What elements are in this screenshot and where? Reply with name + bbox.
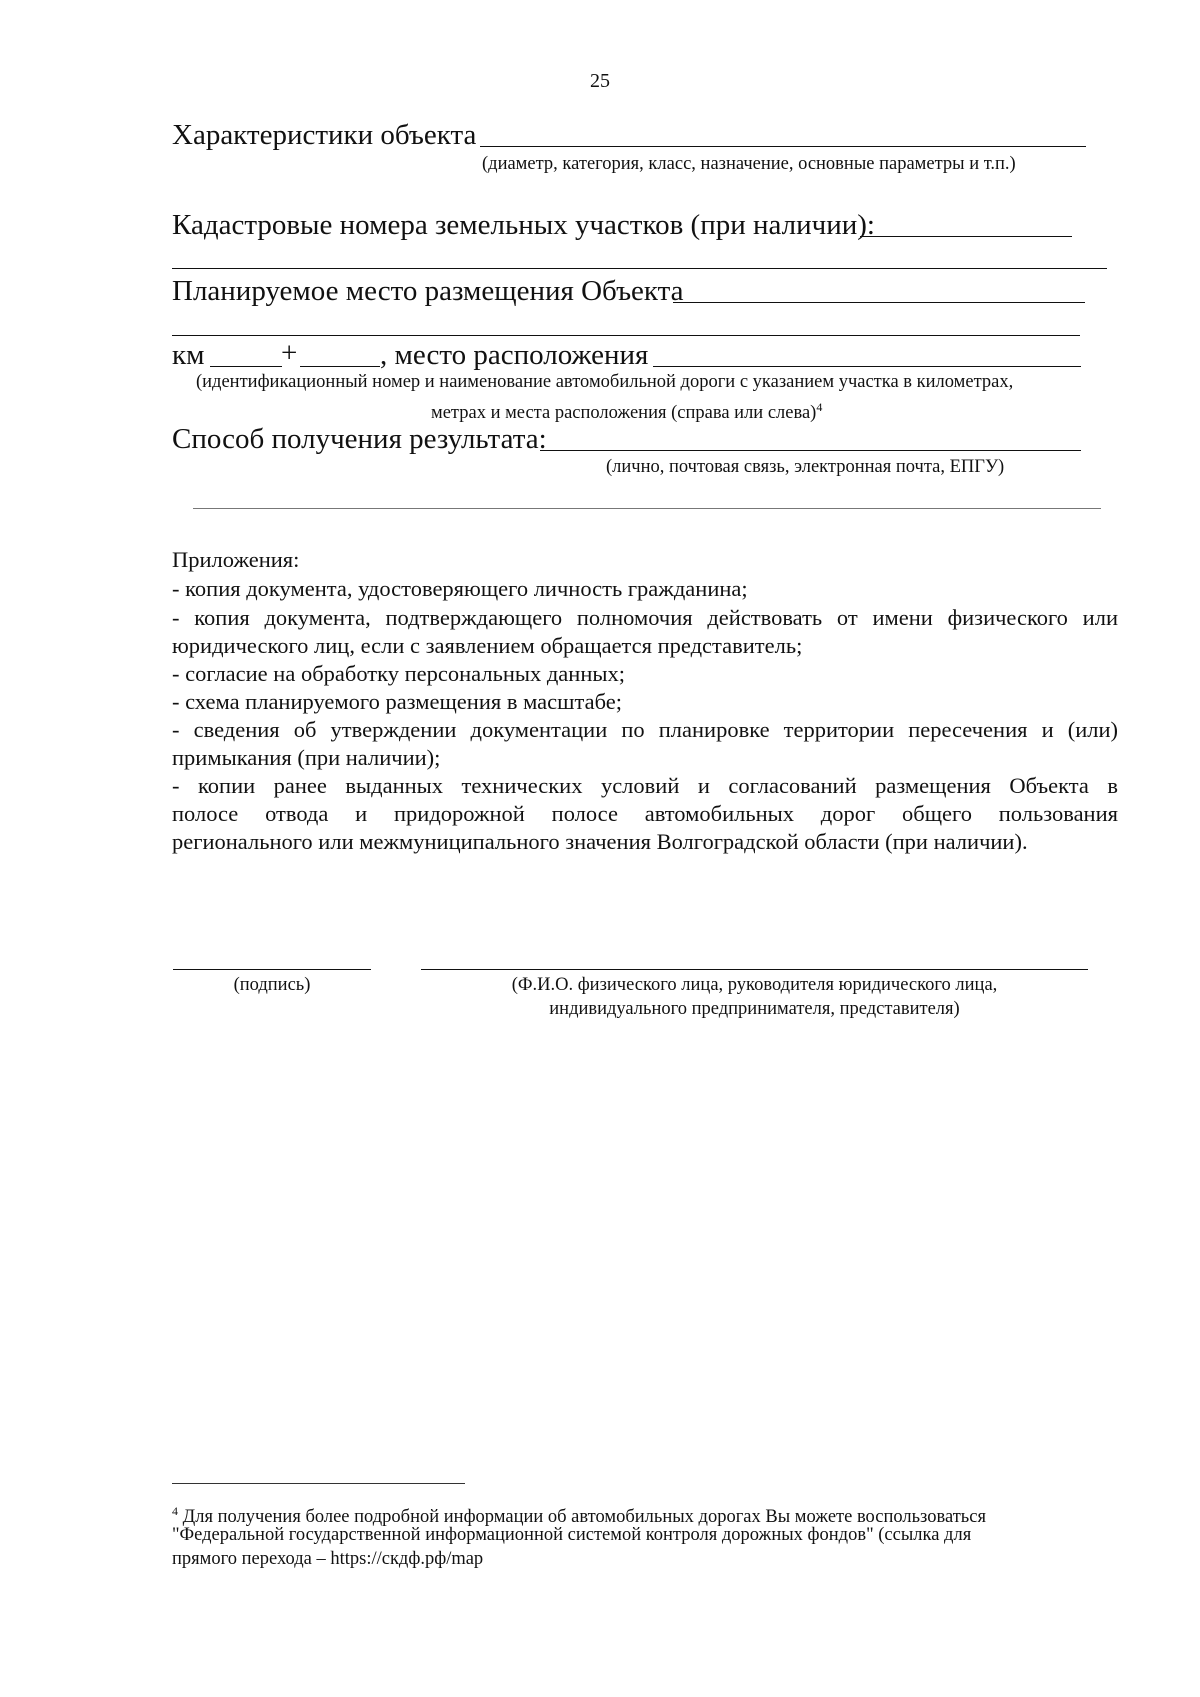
km-row-hint-line2-text: метрах и места расположения (справа или слева) xyxy=(431,403,817,424)
attachment-item: примыкания (при наличии); xyxy=(172,745,441,770)
attachment-item: - копия документа, удостоверяющего личность гражданина; xyxy=(172,576,748,601)
attachments-heading: Приложения: xyxy=(172,547,300,572)
meters-field[interactable] xyxy=(300,366,380,367)
cadastral-numbers-label: Кадастровые номера земельных участков (при наличии): xyxy=(172,209,875,241)
location-label: , место расположения xyxy=(380,339,649,371)
attachment-item: полосе отвода и придорожной полосе автомобильных дорог общего пользования xyxy=(172,801,1118,826)
km-field[interactable] xyxy=(210,366,282,367)
attachment-item: - сведения об утверждении документации по планировке территории пересечения и (или) xyxy=(172,717,1118,742)
name-hint-line1: (Ф.И.О. физического лица, руководителя юридического лица, xyxy=(511,975,998,995)
footnote-separator xyxy=(172,1483,465,1484)
separator-line xyxy=(193,508,1101,509)
result-method-field[interactable] xyxy=(540,450,1081,451)
result-method-hint: (лично, почтовая связь, электронная почта, ЕПГУ) xyxy=(606,457,1005,477)
attachment-item: - копия документа, подтверждающего полномочия действовать от имени физического или xyxy=(172,605,1118,630)
object-characteristics-field[interactable] xyxy=(480,146,1086,147)
object-characteristics-label: Характеристики объекта xyxy=(172,119,477,151)
name-field[interactable] xyxy=(421,969,1088,970)
location-field[interactable] xyxy=(653,366,1081,367)
attachment-item: - согласие на обработку персональных данных; xyxy=(172,661,625,686)
footnote-line1-text: Для получения более подробной информации об автомобильных дорогах Вы можете воспользоваться xyxy=(178,1507,986,1528)
result-method-label: Способ получения результата: xyxy=(172,423,547,455)
planned-location-label: Планируемое место размещения Объекта xyxy=(172,275,684,307)
km-label: км xyxy=(172,339,205,371)
footnote-reference: 4 xyxy=(816,400,823,414)
footnote-line2: "Федеральной государственной информационной системой контроля дорожных фондов" (ссылка для xyxy=(172,1525,972,1545)
attachment-item: юридического лиц, если с заявлением обращается представитель; xyxy=(172,633,803,658)
attachment-item: регионального или межмуниципального значения Волгоградской области (при наличии). xyxy=(172,829,1028,854)
page-number: 25 xyxy=(590,70,610,92)
planned-location-field[interactable] xyxy=(673,302,1085,303)
object-characteristics-hint: (диаметр, категория, класс, назначение, основные параметры и т.п.) xyxy=(482,154,1016,174)
plus-sign: + xyxy=(281,337,298,369)
attachment-item: - схема планируемого размещения в масштабе; xyxy=(172,689,622,714)
name-hint-line2: индивидуального предпринимателя, представителя) xyxy=(549,999,960,1019)
planned-location-field-continued[interactable] xyxy=(172,335,1080,336)
signature-hint: (подпись) xyxy=(233,975,311,995)
km-row-hint-line2 xyxy=(431,396,822,424)
footnote-line3: прямого перехода – https://скдф.рф/map xyxy=(172,1549,484,1569)
attachment-item: - копии ранее выданных технических условий и согласований размещения Объекта в xyxy=(172,773,1118,798)
km-row-hint-line1: (идентификационный номер и наименование автомобильной дороги с указанием участка в километрах, xyxy=(196,372,1014,392)
footnote-mark: 4 xyxy=(172,1504,178,1518)
cadastral-numbers-field-continued[interactable] xyxy=(172,268,1107,269)
signature-field[interactable] xyxy=(173,969,371,970)
cadastral-numbers-field[interactable] xyxy=(860,236,1072,237)
